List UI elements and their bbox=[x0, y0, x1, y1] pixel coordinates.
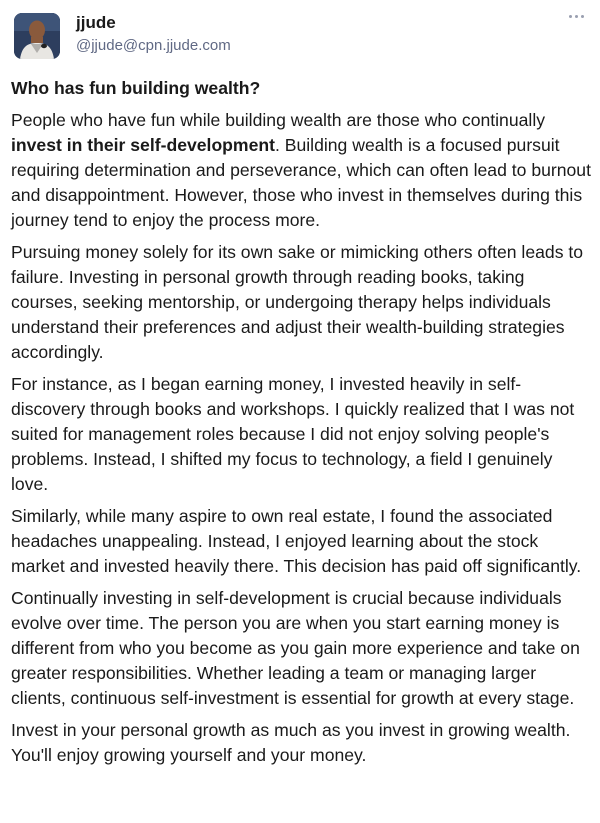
emphasized-text: invest in their self-development bbox=[11, 135, 275, 155]
post-content bbox=[11, 76, 591, 775]
post-paragraph: For instance, as I began earning money, I invested heavily in self-discovery through books and workshops. I quickly realized that I was not suited for management roles because I did not enjoy solving people's problems. Instead, I shifted my focus to technology, a field I genuinely love. bbox=[11, 374, 575, 494]
author-handle[interactable]: @jjude@cpn.jjude.com bbox=[76, 37, 231, 54]
author-display-name[interactable]: jjude bbox=[76, 13, 116, 32]
more-options-button[interactable] bbox=[563, 6, 589, 26]
post-paragraph: Similarly, while many aspire to own real estate, I found the associated headaches unappealing. Instead, I enjoyed learning about the stock market and invested heavily there. This decision has paid off significantly. bbox=[11, 506, 582, 576]
post-title: Who has fun building wealth? bbox=[11, 78, 261, 98]
more-horizontal-icon bbox=[569, 15, 584, 18]
post-paragraph: Pursuing money solely for its own sake or mimicking others often leads to failure. Investing in personal growth through reading books, taking courses, seeking mentorship, or undergoing therapy helps individuals understand their preferences and adjust their wealth-building strategies accordingly. bbox=[11, 242, 584, 362]
post-paragraph: Continually investing in self-development is crucial because individuals evolve over time. The person you are when you start earning money is different from who you become as you gain more experience and take on greater responsibilities. Whether leading a team or managing larger clients, continuous self-investment is essential for growth at every stage. bbox=[11, 588, 580, 708]
post-paragraph: People who have fun while building wealth are those who continually invest in their self-development. Building wealth is a focused pursuit requiring determination and perseverance, which can often lead to burnout and disappointment. However, those who invest in themselves during this journey tend to enjoy the process more. bbox=[11, 110, 591, 230]
avatar[interactable] bbox=[14, 13, 60, 59]
post-paragraph: Invest in your personal growth as much as you invest in growing wealth. You'll enjoy growing yourself and your money. bbox=[11, 720, 571, 765]
